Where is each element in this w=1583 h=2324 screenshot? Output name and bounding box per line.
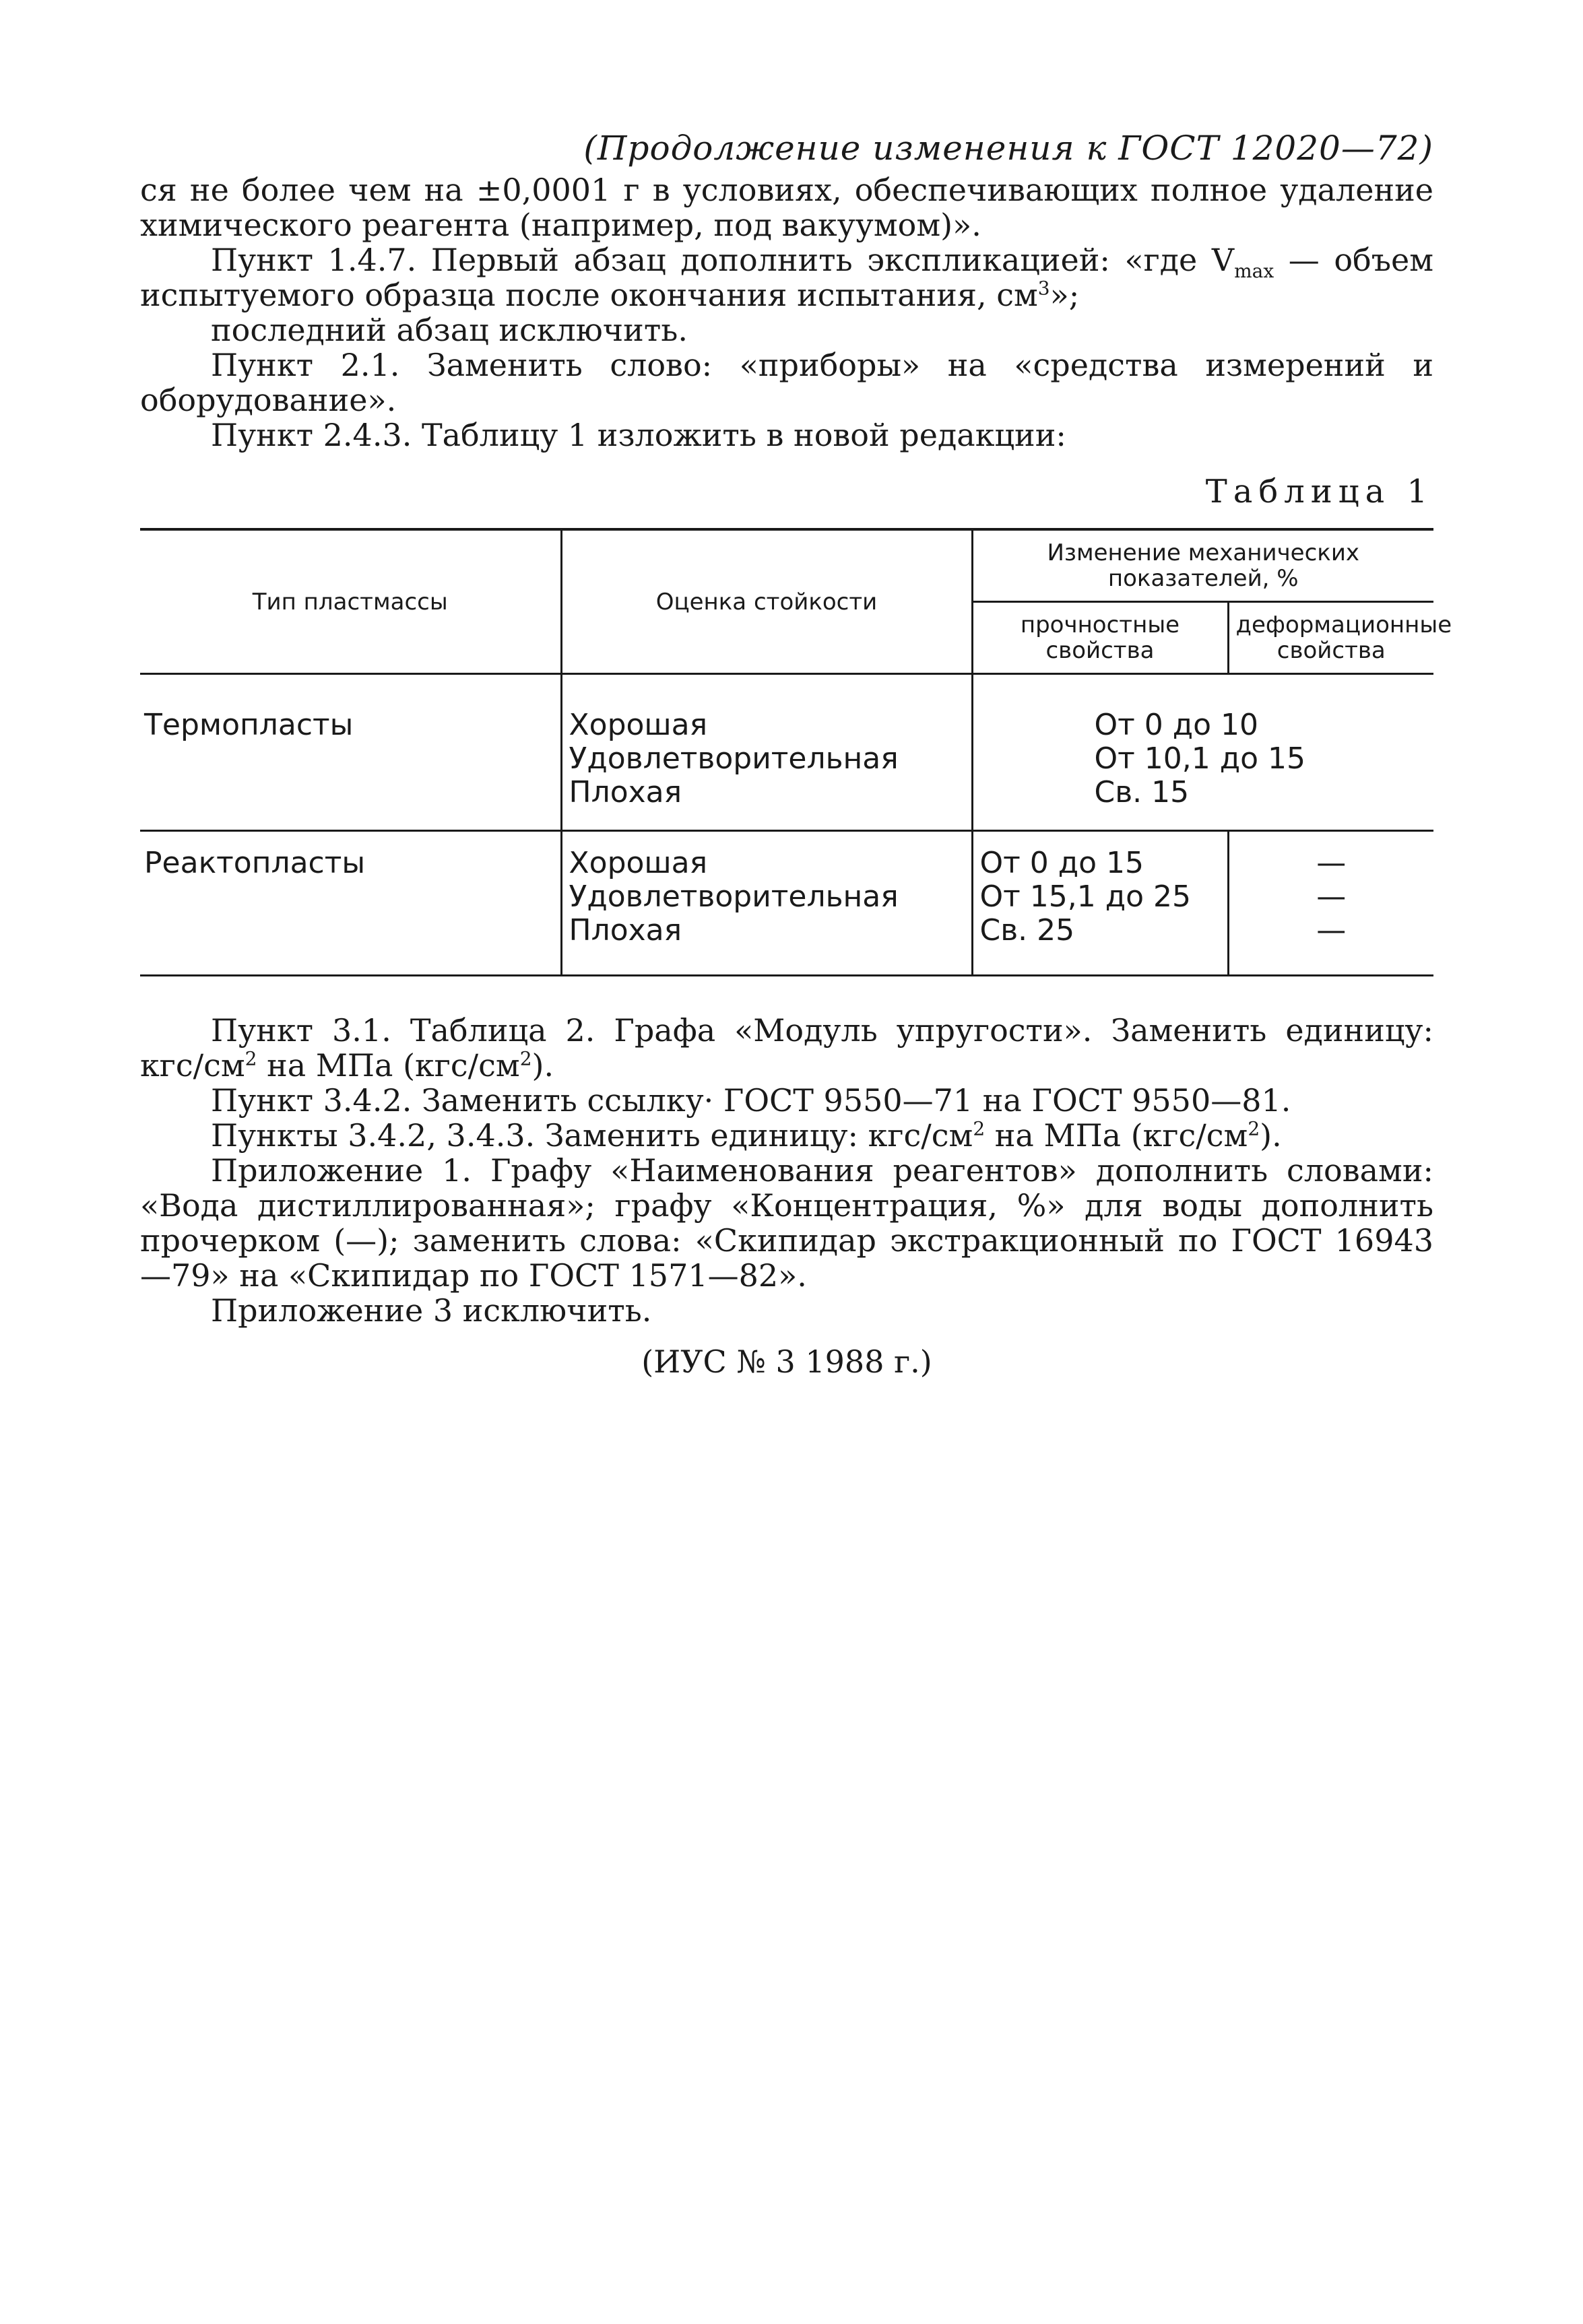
text: на МПа (кгс/см bbox=[257, 1047, 520, 1084]
ratings-cell bbox=[561, 831, 972, 976]
superscript: 2 bbox=[973, 1117, 986, 1140]
paragraph-3-4-2: Пункт 3.4.2. Заменить ссылку· ГОСТ 9550—71 на ГОСТ 9550—81. bbox=[211, 1082, 1291, 1119]
header-type: Тип пластмассы bbox=[140, 529, 561, 674]
header-strength: прочностные свойства bbox=[972, 602, 1228, 674]
superscript: 2 bbox=[519, 1047, 532, 1070]
text: ). bbox=[1260, 1117, 1282, 1154]
combined-values-cell bbox=[972, 674, 1433, 831]
text: ). bbox=[531, 1047, 554, 1084]
paragraph-2-4-3: Пункт 2.4.3. Таблицу 1 изложить в новой редакции: bbox=[211, 417, 1066, 453]
table-row bbox=[140, 674, 1433, 831]
superscript: 2 bbox=[1248, 1117, 1260, 1140]
text: Пункт 1.4.7. Первый абзац дополнить экспликацией: «где V bbox=[211, 242, 1235, 278]
text: Пункты 3.4.2, 3.4.3. Заменить единицу: кгс/см bbox=[211, 1117, 973, 1154]
rating: Хорошая bbox=[569, 708, 708, 742]
header-change: Изменение механических показателей, % bbox=[972, 529, 1433, 602]
table-1 bbox=[140, 528, 1452, 976]
paragraph-1-4-7 bbox=[140, 242, 1433, 312]
value: От 15,1 до 25 bbox=[979, 879, 1192, 914]
paragraph-3-1 bbox=[140, 1013, 1433, 1083]
after-table-text bbox=[140, 1013, 1433, 1382]
table-row bbox=[140, 831, 1433, 976]
text: »; bbox=[1049, 277, 1080, 313]
rating: Плохая bbox=[569, 913, 682, 948]
text: Пункт 3.1. Таблица 2. Графа «Модуль упругости». Заменить единицу: кгс/см bbox=[140, 1012, 1433, 1084]
value: Св. 15 bbox=[1094, 775, 1190, 809]
rating: Плохая bbox=[569, 775, 682, 809]
text: — объем испытуемого образца после окончания испытания, см bbox=[140, 242, 1433, 313]
value: От 0 до 10 bbox=[1094, 708, 1259, 742]
paragraph-continuation: ся не более чем на ±0,0001 г в условиях, обеспечивающих полное удаление химического реагента (например, под вакуумом)». bbox=[140, 172, 1433, 243]
header-rating: Оценка стойкости bbox=[561, 529, 972, 674]
document-page bbox=[140, 128, 1452, 1382]
header-deform: деформационные свойства bbox=[1228, 602, 1433, 674]
type-cell: Реактопласты bbox=[140, 831, 561, 976]
dash: — bbox=[1316, 879, 1347, 914]
paragraph-last-abzac: последний абзац исключить. bbox=[211, 312, 688, 348]
subscript: max bbox=[1234, 260, 1274, 283]
dash: — bbox=[1316, 846, 1347, 880]
type-cell: Термопласты bbox=[144, 708, 354, 742]
deform-values-cell bbox=[1228, 831, 1433, 976]
value: От 0 до 15 bbox=[979, 846, 1144, 880]
ratings-cell bbox=[561, 674, 972, 831]
superscript: 3 bbox=[1037, 277, 1050, 300]
table-caption: Таблица 1 bbox=[1205, 473, 1433, 510]
superscript: 2 bbox=[245, 1047, 257, 1070]
paragraph-2-1: Пункт 2.1. Заменить слово: «приборы» на «средства измерений и оборудование». bbox=[140, 347, 1433, 418]
value: Св. 25 bbox=[979, 913, 1075, 948]
footer-ius: (ИУС № 3 1988 г.) bbox=[641, 1343, 932, 1380]
value: От 10,1 до 15 bbox=[1094, 741, 1306, 776]
rating: Хорошая bbox=[569, 846, 708, 880]
paragraph-appendix-1: Приложение 1. Графу «Наименования реагентов» дополнить словами: «Вода дистиллированная»; графу «Концентрация, %» для воды дополнить прочерком (—); заменить слова: «Скипидар экстракционный по ГОСТ 16943—79» на «Скипидар по ГОСТ 1571—82». bbox=[140, 1152, 1433, 1294]
rating: Удовлетворительная bbox=[569, 879, 899, 914]
strength-values-cell bbox=[972, 831, 1228, 976]
text: на МПа (кгс/см bbox=[985, 1117, 1248, 1154]
document-header: (Продолжение изменения к ГОСТ 12020—72) bbox=[583, 129, 1433, 168]
paragraph-3-4-3 bbox=[140, 1118, 1433, 1153]
paragraph-appendix-3: Приложение 3 исключить. bbox=[211, 1292, 652, 1329]
dash: — bbox=[1316, 913, 1347, 948]
rating: Удовлетворительная bbox=[569, 741, 899, 776]
